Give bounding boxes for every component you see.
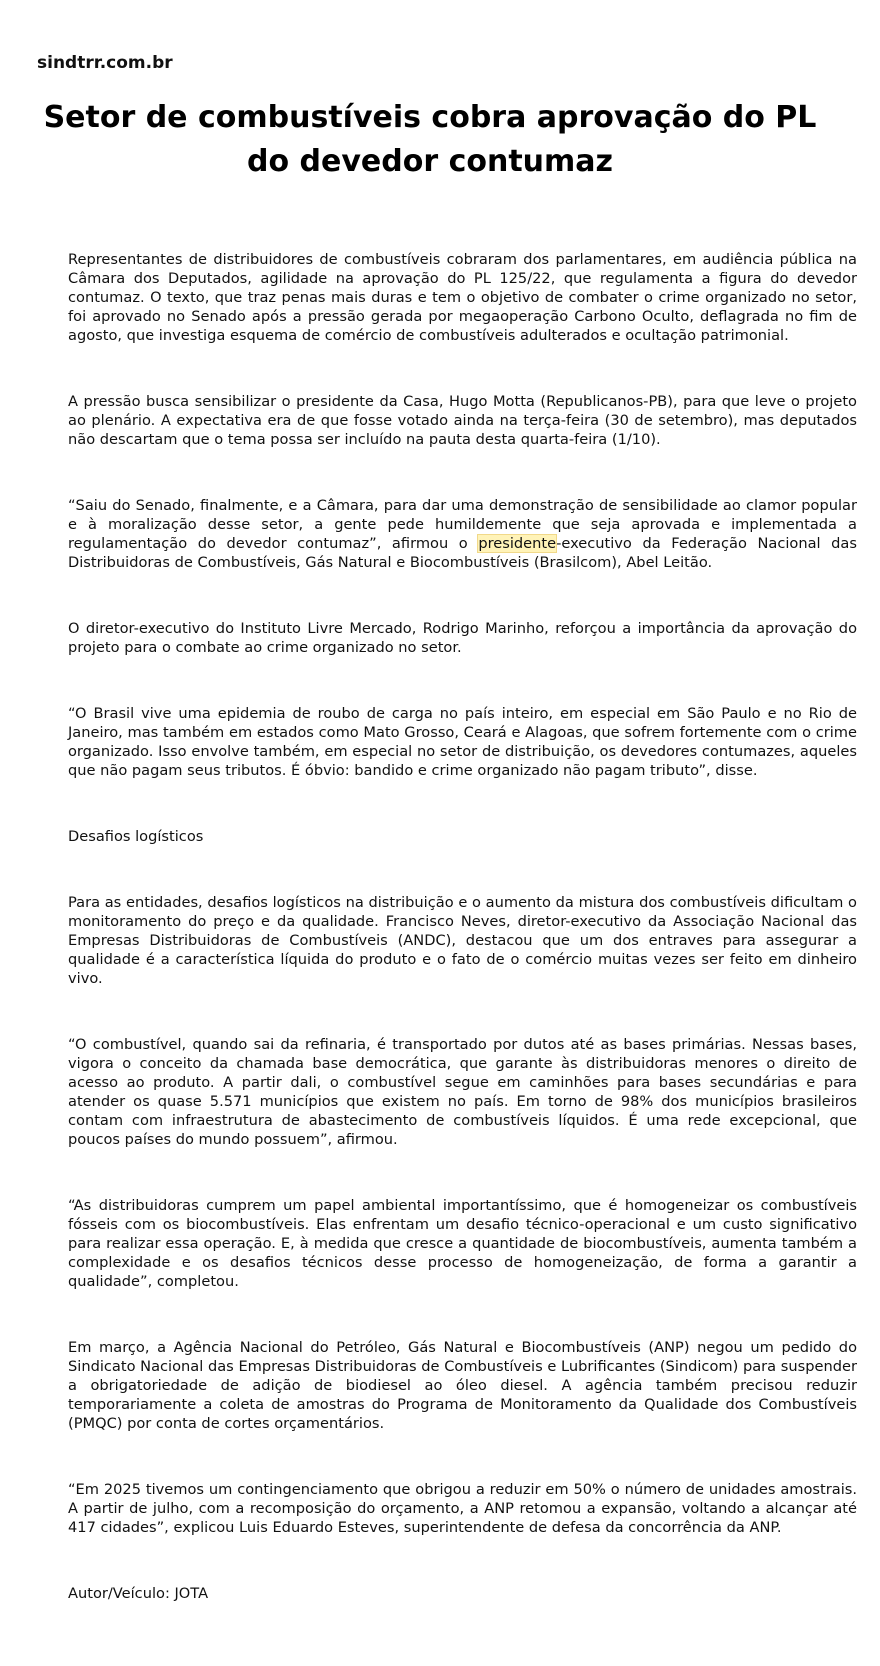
paragraph-quote-marinho: “O Brasil vive uma epidemia de roubo de carga no país inteiro, em especial em São Paulo e no Rio de Janeiro, mas também em estados como Mato Grosso, Ceará e Alagoas, que sofrem fortemente com o crime organizado. Isso envolve também, em especial no setor de distribuição, os devedores contumazes, aqueles que não pagam seus tributos. É óbvio: bandido e crime organizado não pagam tributo”, disse. xyxy=(68,705,857,779)
paragraph-marinho: O diretor-executivo do Instituto Livre Mercado, Rodrigo Marinho, reforçou a importância da aprovação do projeto para o combate ao crime organizado no setor. xyxy=(68,620,857,656)
article-body xyxy=(68,250,857,1603)
article-title: Setor de combustíveis cobra aprovação do PL do devedor contumaz xyxy=(43,100,817,179)
quote-leitao-text-start: “Saiu do Senado, finalmente, e a Câmara, para dar uma demonstração de sensibilidade ao clamor popular e à moralização desse setor, a gente pede humildemente que seja aprovada e implementada a regulamentação do devedor contumaz”, afirmou o xyxy=(68,497,857,552)
section-subheading: Desafios logísticos xyxy=(68,828,204,845)
paragraph-quote-leitao xyxy=(68,496,857,572)
quote-leitao-text-end: -executivo da Federação Nacional das Distribuidoras de Combustíveis, Gás Natural e Biocombustíveis (Brasilcom), Abel Leitão. xyxy=(68,535,857,571)
highlighted-word: presidente xyxy=(478,535,557,552)
paragraph-pressure: A pressão busca sensibilizar o presidente da Casa, Hugo Motta (Republicanos-PB), para que leve o projeto ao plenário. A expectativa era de que fosse votado ainda na terça-feira (30 de setembro), mas deputados não descartam que o tema possa ser incluído na pauta desta quarta-feira (1/10). xyxy=(68,393,857,448)
author-credit: Autor/Veículo: JOTA xyxy=(68,1585,209,1602)
paragraph-logistics: Para as entidades, desafios logísticos na distribuição e o aumento da mistura dos combustíveis dificultam o monitoramento do preço e da qualidade. Francisco Neves, diretor-executivo da Associação Nacional das Empresas Distribuidoras de Combustíveis (ANDC), destacou que um dos entraves para assegurar a qualidade é a característica líquida do produto e o fato de o comércio muitas vezes ser feito em dinheiro vivo. xyxy=(68,894,857,987)
paragraph-quote-distributors: “As distribuidoras cumprem um papel ambiental importantíssimo, que é homogeneizar os combustíveis fósseis com os biocombustíveis. Elas enfrentam um desafio técnico-operacional e um custo significativo para realizar essa operação. E, à medida que cresce a quantidade de biocombustíveis, aumenta também a complexidade e os desafios técnicos desse processo de homogeneização, de forma a garantir a qualidade”, completou. xyxy=(68,1197,857,1290)
paragraph-intro: Representantes de distribuidores de combustíveis cobraram dos parlamentares, em audiência pública na Câmara dos Deputados, agilidade na aprovação do PL 125/22, que regulamenta a figura do devedor contumaz. O texto, que traz penas mais duras e tem o objetivo de combater o crime organizado no setor, foi aprovado no Senado após a pressão gerada por megaoperação Carbono Oculto, deflagrada no fim de agosto, que investiga esquema de comércio de combustíveis adulterados e ocultação patrimonial. xyxy=(68,251,857,344)
site-name: sindtrr.com.br xyxy=(37,53,173,73)
paragraph-quote-esteves: “Em 2025 tivemos um contingenciamento que obrigou a reduzir em 50% o número de unidades amostrais. A partir de julho, com a recomposição do orçamento, a ANP retomou a expansão, voltando a alcançar até 417 cidades”, explicou Luis Eduardo Esteves, superintendente de defesa da concorrência da ANP. xyxy=(68,1481,857,1536)
paragraph-quote-neves: “O combustível, quando sai da refinaria, é transportado por dutos até as bases primárias. Nessas bases, vigora o conceito da chamada base democrática, que garante às distribuidoras menores o direito de acesso ao produto. A partir dali, o combustível segue em caminhões para bases secundárias e para atender os quase 5.571 municípios que existem no país. Em torno de 98% dos municípios brasileiros contam com infraestrutura de abastecimento de combustíveis líquidos. É uma rede excepcional, que poucos países do mundo possuem”, afirmou. xyxy=(68,1036,857,1148)
paragraph-anp: Em março, a Agência Nacional do Petróleo, Gás Natural e Biocombustíveis (ANP) negou um pedido do Sindicato Nacional das Empresas Distribuidoras de Combustíveis e Lubrificantes (Sindicom) para suspender a obrigatoriedade de adição de biodiesel ao óleo diesel. A agência também precisou reduzir temporariamente a coleta de amostras do Programa de Monitoramento da Qualidade dos Combustíveis (PMQC) por conta de cortes orçamentários. xyxy=(68,1339,857,1432)
